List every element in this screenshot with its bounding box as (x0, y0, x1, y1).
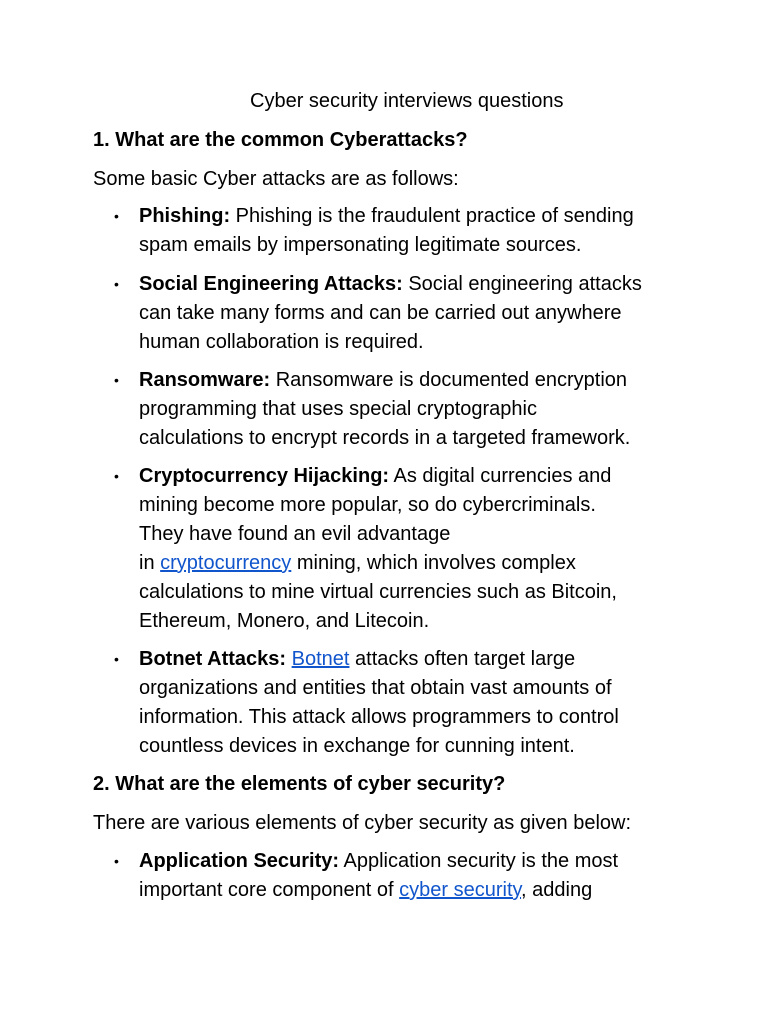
section-heading-2: 2. What are the elements of cyber security? (93, 773, 506, 795)
item-text: As digital currencies and (393, 465, 612, 487)
item-text: Application security is the most (343, 850, 619, 872)
section-heading-1: 1. What are the common Cyberattacks? (93, 129, 468, 151)
item-text: spam emails by impersonating legitimate sources. (139, 234, 582, 256)
item-text: countless devices in exchange for cunning intent. (139, 735, 575, 757)
item-text: mining, which involves complex (296, 552, 576, 574)
bullet-icon: • (114, 276, 119, 292)
item-text: calculations to mine virtual currencies such as Bitcoin, (139, 581, 617, 603)
item-text: Phishing is the fraudulent practice of sending (235, 205, 634, 227)
item-text: mining become more popular, so do cybercriminals. (139, 494, 596, 516)
section-intro-1: Some basic Cyber attacks are as follows: (93, 168, 459, 190)
item-text: can take many forms and can be carried out anywhere (139, 302, 622, 324)
botnet-link[interactable]: Botnet (291, 648, 350, 670)
term-label: Ransomware: (139, 369, 271, 391)
list-item-application-security (114, 847, 679, 905)
term-label: Phishing: (139, 205, 231, 227)
item-text: attacks often target large (355, 648, 576, 670)
item-text: They have found an evil advantage (139, 523, 451, 545)
term-label: Botnet Attacks: (139, 648, 287, 670)
cyber-security-link[interactable]: cyber security (399, 879, 522, 901)
list-item-social-engineering (114, 270, 679, 357)
term-label: Application Security: (139, 850, 340, 872)
item-text: calculations to encrypt records in a targeted framework. (139, 427, 631, 449)
bullet-icon: • (114, 468, 119, 484)
item-text: Social engineering attacks (408, 273, 642, 295)
document-title: Cyber security interviews questions (250, 90, 564, 112)
list-item-botnet-attacks (114, 645, 679, 761)
item-text: organizations and entities that obtain vast amounts of (139, 677, 612, 699)
item-text: information. This attack allows programmers to control (139, 706, 619, 728)
term-label: Social Engineering Attacks: (139, 273, 403, 295)
section-intro-2: There are various elements of cyber security as given below: (93, 812, 632, 834)
term-label: Cryptocurrency Hijacking: (139, 465, 390, 487)
bullet-icon: • (114, 208, 119, 224)
list-item-phishing (114, 202, 679, 260)
item-text: Ransomware is documented encryption (275, 369, 628, 391)
list-item-cryptocurrency-hijacking (114, 462, 679, 636)
item-text: human collaboration is required. (139, 331, 424, 353)
list-item-ransomware (114, 366, 679, 453)
bullet-icon: • (114, 853, 119, 869)
item-text: programming that uses special cryptographic (139, 398, 537, 420)
item-text: Ethereum, Monero, and Litecoin. (139, 610, 430, 632)
item-text: in (139, 552, 155, 574)
cryptocurrency-link[interactable]: cryptocurrency (160, 552, 292, 574)
item-text: important core component of (139, 879, 394, 901)
bullet-icon: • (114, 372, 119, 388)
bullet-icon: • (114, 651, 119, 667)
item-text: , adding (521, 879, 593, 901)
